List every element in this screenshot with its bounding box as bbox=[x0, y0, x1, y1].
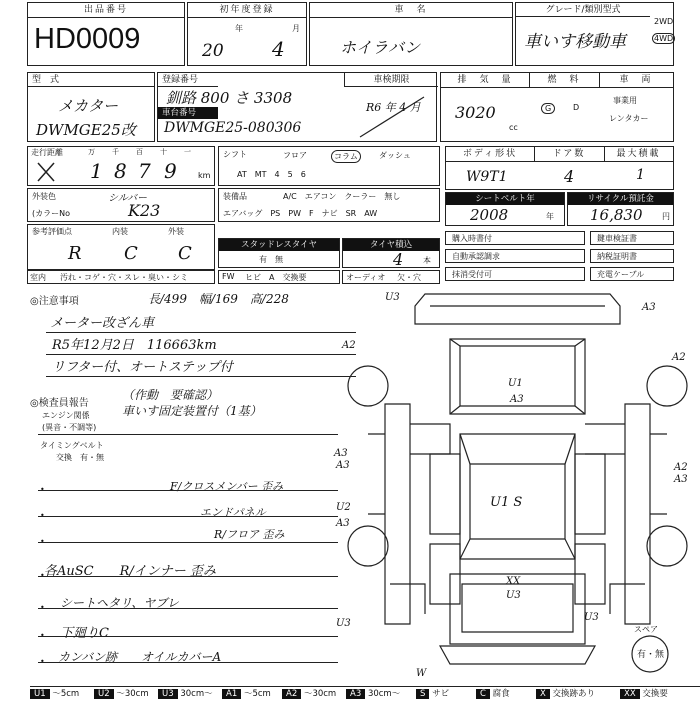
recycle-unit: 円 bbox=[662, 212, 670, 221]
doc-purchase: 購入時書付 bbox=[445, 231, 585, 245]
mileage-unit-10: 十 bbox=[160, 148, 167, 156]
damage-mark: A3 bbox=[336, 460, 350, 471]
vehicle-business: 事業用 bbox=[613, 96, 637, 105]
legend-desc: 〜30cm bbox=[303, 689, 337, 699]
doors-label: ドア数 bbox=[534, 147, 605, 162]
studless-label: スタッドレスタイヤ bbox=[219, 239, 339, 251]
damage-mark: U1 bbox=[508, 378, 523, 389]
mileage-cross-icon bbox=[36, 161, 56, 183]
damage-mark: A3 bbox=[334, 448, 348, 459]
doc-charge-cable: 充電ケーブル bbox=[590, 267, 674, 281]
registration-number: 釧路 800 さ 3308 bbox=[166, 89, 293, 107]
rating-box bbox=[27, 224, 215, 270]
damage-mark: U3 bbox=[336, 618, 351, 629]
chassis-label: 車台番号 bbox=[158, 107, 218, 119]
inspection-label: ◎検査員報告 bbox=[30, 398, 89, 409]
exterior-score-label: 外装 bbox=[168, 227, 184, 236]
exterior-score: C bbox=[178, 243, 192, 264]
inspection-note: （作動 要確認） bbox=[122, 388, 219, 402]
car-damage-diagram bbox=[330, 284, 700, 684]
tire-count: 4 bbox=[393, 250, 404, 269]
model-box bbox=[27, 72, 155, 142]
inspection-expiry-label: 車検期限 bbox=[344, 73, 438, 87]
notes-label: ◎注意事項 bbox=[30, 296, 79, 307]
audio-label: オーディオ bbox=[346, 273, 386, 282]
body-value: W9T1 bbox=[466, 169, 508, 185]
legend-key: X bbox=[536, 689, 550, 699]
inspection-item: 下廻りC bbox=[60, 626, 109, 641]
audio-box bbox=[342, 270, 440, 284]
equipment-line-2: エアバッグ PS PW F ナビ SR AW bbox=[223, 209, 378, 218]
displacement-label: 排 気 量 bbox=[441, 73, 530, 88]
inspection-note: 車いす固定装置付（1基） bbox=[122, 404, 262, 418]
legend-key: A3 bbox=[346, 689, 365, 699]
ref-score: R bbox=[68, 243, 82, 264]
inspection-item: R/フロア 歪み bbox=[214, 528, 285, 541]
legend-key: U2 bbox=[94, 689, 114, 699]
tire-box bbox=[342, 238, 440, 268]
legend-desc: 腐食 bbox=[492, 689, 510, 699]
engine-box bbox=[440, 72, 674, 142]
fuel-gasoline: G bbox=[541, 103, 555, 114]
legend-key: A1 bbox=[222, 689, 241, 699]
doc-auto-approval: 自動承認調求 bbox=[445, 249, 585, 263]
grade: 車いす移動車 bbox=[524, 32, 626, 52]
studless-box bbox=[218, 238, 340, 268]
legend-key: A2 bbox=[282, 689, 301, 699]
doc-tax-certificate: 納税証明書 bbox=[590, 249, 674, 263]
year-unit: 年 bbox=[235, 24, 243, 33]
legend-key: C bbox=[476, 689, 490, 699]
timing-belt-options: 交換 有・無 bbox=[56, 453, 104, 462]
first-registration-box bbox=[187, 2, 307, 66]
damage-mark: A3 bbox=[642, 302, 656, 313]
interior-label: 室内 bbox=[30, 273, 46, 282]
interior-items: 汚れ・コゲ・穴・スレ・臭い・シミ bbox=[60, 273, 188, 282]
doors-value: 4 bbox=[564, 167, 575, 186]
damage-mark: A3 bbox=[336, 518, 350, 529]
inspection-strike bbox=[358, 91, 428, 141]
recycle-box bbox=[567, 192, 674, 226]
damage-mark: U2 bbox=[336, 502, 351, 513]
studless-options: 有 無 bbox=[259, 255, 283, 264]
recycle-value: 16,830 bbox=[590, 206, 643, 224]
mileage-box bbox=[27, 146, 215, 186]
fuel-label: 燃 料 bbox=[529, 73, 600, 88]
model-label: 型 式 bbox=[28, 73, 154, 87]
damage-mark: A3 bbox=[510, 394, 524, 405]
grade-label: グレード/類別型式 bbox=[516, 3, 650, 17]
damage-mark: A2 bbox=[674, 462, 688, 473]
car-name: ホイラバン bbox=[340, 38, 421, 57]
shift-line-2: AT MT 4 5 6 bbox=[237, 170, 306, 179]
model-line-1: メカター bbox=[58, 97, 119, 115]
capacity-label: 最大積載 bbox=[604, 147, 673, 162]
damage-mark: U1 S bbox=[490, 495, 523, 510]
damage-mark: U3 bbox=[385, 292, 400, 303]
mileage-digit: 8 bbox=[114, 159, 127, 183]
mileage-unit-10k: 万 bbox=[88, 148, 95, 156]
seatbelt-unit: 年 bbox=[546, 212, 554, 221]
displacement: 3020 bbox=[455, 103, 496, 122]
damage-mark: A2 bbox=[342, 340, 356, 351]
inspection-item: 各AuSC R/インナー 歪み bbox=[44, 564, 216, 579]
dimensions: 長/499 幅/169 高/228 bbox=[148, 292, 289, 306]
seatbelt-year: 2008 bbox=[470, 206, 509, 224]
first-registration-label: 初年度登録 bbox=[188, 3, 306, 18]
seatbelt-box bbox=[445, 192, 565, 226]
interior-score: C bbox=[124, 243, 138, 264]
legend-key: U1 bbox=[30, 689, 50, 699]
cc-unit: cc bbox=[509, 123, 518, 132]
mileage-unit-1k: 千 bbox=[112, 148, 119, 156]
mileage-label: 走行距離 bbox=[31, 148, 63, 157]
seatbelt-label: シートベルト年 bbox=[446, 193, 564, 205]
km-unit: km bbox=[198, 171, 211, 180]
damage-legend bbox=[30, 686, 700, 701]
color-box bbox=[27, 188, 215, 222]
inspection-item: カンバン跡 オイルカバーA bbox=[58, 650, 222, 664]
spare-options: 有・無 bbox=[637, 650, 665, 660]
doc-key-certificate: 鍵車検証書 bbox=[590, 231, 674, 245]
fw-label: FW bbox=[222, 272, 235, 281]
grade-box bbox=[515, 2, 674, 66]
inspection-item: エンドパネル bbox=[200, 506, 266, 519]
drive-4wd: 4WD bbox=[654, 34, 674, 43]
registration-box bbox=[157, 72, 437, 142]
color-no-label: (カラーNo bbox=[32, 209, 70, 218]
legend-desc: 30cm〜 bbox=[180, 689, 213, 699]
legend-desc: サビ bbox=[432, 689, 450, 699]
interior-score-label: 内装 bbox=[112, 227, 128, 236]
note-line: R5年12月2日 116663km bbox=[52, 338, 217, 353]
color-code: K23 bbox=[128, 201, 161, 220]
ref-score-label: 参考評価点 bbox=[32, 227, 72, 236]
shift-dash: ダッシュ bbox=[379, 151, 411, 160]
body-label: ボディ形状 bbox=[446, 147, 535, 162]
legend-desc: 〜5cm bbox=[243, 689, 271, 699]
legend-desc: 〜5cm bbox=[52, 689, 80, 699]
fw-items: ヒビ A 交換要 bbox=[245, 273, 307, 282]
first-registration-year: 20 bbox=[202, 41, 224, 61]
engine-label: エンジン関係 bbox=[42, 411, 90, 420]
car-name-label: 車 名 bbox=[310, 3, 512, 18]
damage-mark: XX bbox=[506, 576, 521, 587]
inspection-expiry: R6 年 4 月 bbox=[366, 101, 421, 114]
inspection-section: ◎検査員報告 （作動 要確認） 車いす固定装置付（1基） エンジン関係 (異音・不調等) タイミングベルト 交換 有・無 F/クロスメンバー 歪み エンドパネル R/フロア 歪み 各AuSC R/インナー 歪み シートヘタリ、ヤブレ 下廻りC カンバン跡 オイルカバーA • • • • • • • bbox=[30, 386, 360, 676]
drive-2wd: 2WD bbox=[654, 17, 674, 26]
registration-label: 登録番号 bbox=[158, 73, 218, 87]
equipment-line-1: A/C エアコン クーラー 無し bbox=[283, 192, 401, 201]
lot-number: HD0009 bbox=[34, 23, 141, 55]
shift-label: シフト bbox=[223, 150, 247, 159]
doc-cancellation: 抹消受付可 bbox=[445, 267, 585, 281]
tire-unit: 本 bbox=[423, 256, 431, 265]
legend-desc: 交換要 bbox=[642, 689, 668, 699]
color-label: 外装色 bbox=[32, 192, 56, 201]
equipment-box bbox=[218, 188, 440, 222]
vehicle-label: 車 両 bbox=[599, 73, 673, 88]
color-name: シルバー bbox=[108, 193, 148, 204]
shift-floor: フロア bbox=[283, 151, 307, 160]
mileage-unit-1: 一 bbox=[184, 148, 191, 156]
legend-desc: 30cm〜 bbox=[367, 689, 401, 699]
inspection-item: F/クロスメンバー 歪み bbox=[170, 480, 284, 493]
damage-mark: U3 bbox=[584, 612, 599, 623]
mileage-unit-100: 百 bbox=[136, 148, 143, 156]
vehicle-rental: レンタカー bbox=[609, 114, 649, 123]
mileage-digit: 7 bbox=[138, 159, 151, 183]
legend-desc: 交換跡あり bbox=[552, 689, 596, 699]
notes-section bbox=[30, 290, 360, 390]
note-line: メーター改ざん車 bbox=[50, 316, 155, 331]
lot-number-box bbox=[27, 2, 185, 66]
capacity-value: 1 bbox=[636, 167, 645, 183]
model-line-2: DWMGE25改 bbox=[36, 121, 136, 139]
note-line: リフター付、オートステップ付 bbox=[52, 360, 233, 375]
audio-items: 欠・穴 bbox=[397, 273, 421, 282]
lot-number-label: 出品番号 bbox=[28, 3, 184, 18]
legend-desc: 〜30cm bbox=[116, 689, 149, 699]
timing-belt-label: タイミングベルト bbox=[40, 441, 104, 450]
damage-mark: A3 bbox=[674, 474, 688, 485]
legend-key: XX bbox=[620, 689, 640, 699]
equipment-label: 装備品 bbox=[223, 192, 247, 201]
damage-mark: U3 bbox=[506, 590, 521, 601]
mileage-digit: 9 bbox=[164, 159, 177, 183]
chassis-number: DWMGE25-080306 bbox=[164, 120, 302, 136]
interior-condition-box bbox=[27, 270, 215, 284]
damage-mark: A2 bbox=[672, 352, 686, 363]
recycle-label: リサイクル預託金 bbox=[568, 193, 673, 205]
mileage-digit: 1 bbox=[90, 159, 103, 183]
fw-box bbox=[218, 270, 340, 284]
fuel-diesel: D bbox=[573, 103, 580, 112]
shift-column: コラム bbox=[331, 150, 361, 163]
tire-label: タイヤ積込 bbox=[343, 239, 439, 251]
spare-label: スペア bbox=[634, 625, 658, 634]
legend-key: U3 bbox=[158, 689, 178, 699]
body-box bbox=[445, 146, 674, 190]
inspection-item: シートヘタリ、ヤブレ bbox=[60, 596, 179, 610]
legend-key: S bbox=[416, 689, 429, 699]
car-name-box bbox=[309, 2, 513, 66]
damage-mark: W bbox=[416, 668, 427, 679]
first-registration-month: 4 bbox=[272, 37, 285, 61]
month-unit: 月 bbox=[292, 24, 300, 33]
engine-sub-label: (異音・不調等) bbox=[42, 423, 97, 432]
shift-box bbox=[218, 146, 440, 186]
